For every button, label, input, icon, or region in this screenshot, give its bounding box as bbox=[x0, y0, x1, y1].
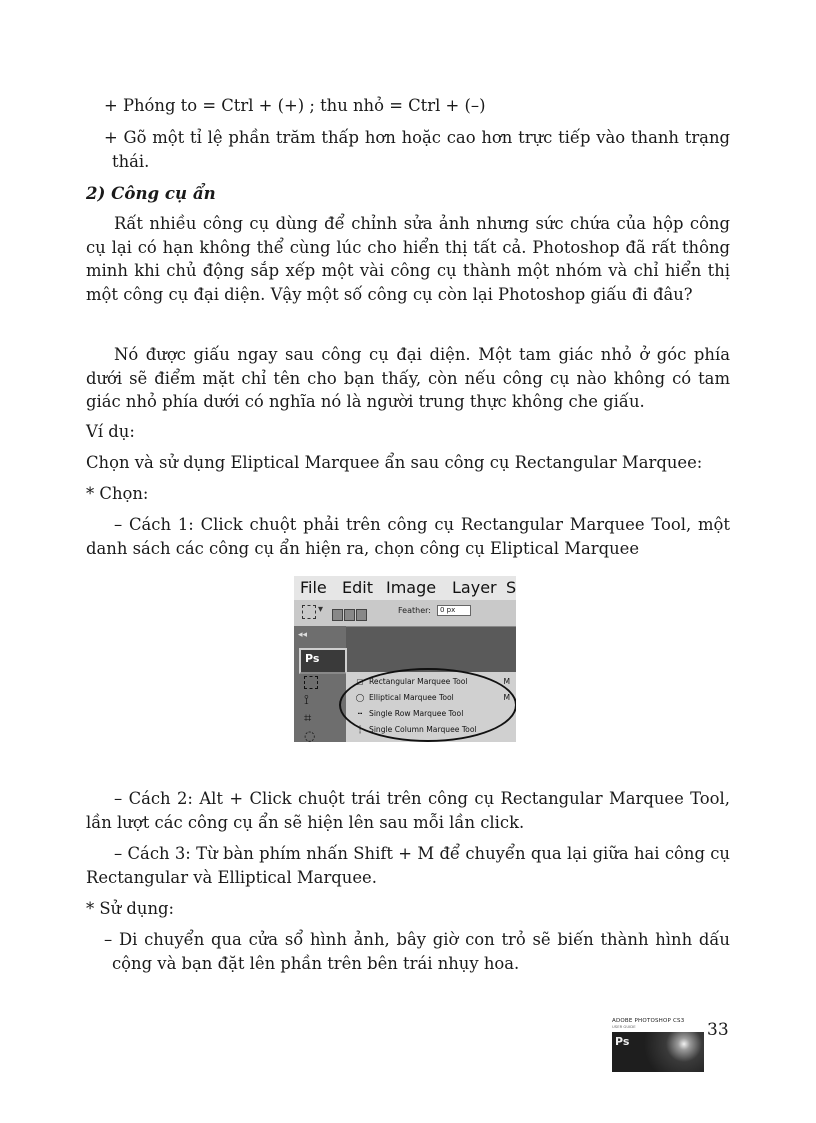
use-label: * Sử dụng: bbox=[86, 899, 175, 918]
tools-panel bbox=[294, 626, 346, 742]
feather-value: 0 px bbox=[437, 605, 471, 616]
collapse-icon: ◂◂ bbox=[298, 630, 308, 640]
crop-tool-icon: ⌗ bbox=[304, 711, 312, 726]
percent-line: + Gõ một tỉ lệ phần trăm thấp hơn hoặc cao hơn trực tiếp vào thanh trạng thái. bbox=[104, 128, 730, 171]
photoshop-screenshot bbox=[294, 576, 516, 742]
menu-layer: Layer bbox=[452, 578, 497, 597]
badge-title: ADOBE PHOTOSHOP CS3 bbox=[612, 1018, 685, 1024]
ellipse-marquee-icon: ◯ bbox=[355, 693, 365, 702]
example-label: Ví dụ: bbox=[86, 422, 135, 441]
menu-file: File bbox=[300, 578, 327, 597]
marquee-tool-icon bbox=[304, 676, 318, 689]
badge-subtitle: USER GUIDE bbox=[612, 1024, 636, 1029]
flyout-item-single-column: ┆ Single Column Marquee Tool bbox=[354, 725, 477, 734]
selection-mode-icons bbox=[332, 606, 378, 618]
flyout-item-rectangular: ▢ Rectangular Marquee Tool bbox=[354, 677, 468, 686]
example-text: Chọn và sử dụng Eliptical Marquee ẩn sau công cụ Rectangular Marquee: bbox=[86, 453, 703, 472]
ps-logo bbox=[299, 648, 347, 674]
badge-image bbox=[612, 1032, 704, 1072]
marquee-preset-icon bbox=[302, 605, 316, 619]
method-1: – Cách 1: Click chuột phải trên công cụ Rectangular Marquee Tool, một danh sách các công cụ ẩn hiện ra, chọn công cụ Eliptical Marquee bbox=[86, 515, 730, 558]
healing-tool-icon: ◌ bbox=[304, 729, 316, 742]
method-2: – Cách 2: Alt + Click chuột trái trên công cụ Rectangular Marquee Tool, lần lượt các công cụ ẩn sẽ hiện lên sau mỗi lần click. bbox=[86, 789, 730, 832]
paragraph-2: Nó được giấu ngay sau công cụ đại diện. Một tam giác nhỏ ở góc phía dưới sẽ điểm mặt chỉ tên cho bạn thấy, còn nếu công cụ nào không có tam giác nhỏ phía dưới có nghĩa nó là người trung thực không che giấu. bbox=[86, 345, 730, 411]
badge-logo: Ps bbox=[615, 1035, 630, 1048]
single-column-icon: ┆ bbox=[357, 725, 363, 734]
flyout-item-elliptical: ◯ Elliptical Marquee Tool bbox=[355, 693, 454, 702]
menu-image: Image bbox=[386, 578, 437, 597]
menu-select: S bbox=[506, 578, 516, 597]
flyout-key: M bbox=[503, 677, 510, 686]
zoom-shortcut-line: + Phóng to = Ctrl + (+) ; thu nhỏ = Ctrl + (–) bbox=[104, 96, 486, 115]
page-number: 33 bbox=[707, 1020, 729, 1040]
method-3: – Cách 3: Từ bàn phím nhấn Shift + M để chuyển qua lại giữa hai công cụ Rectangular và Elliptical Marquee. bbox=[86, 844, 730, 887]
flyout-key: M bbox=[503, 693, 510, 702]
paragraph-1: Rất nhiều công cụ dùng để chỉnh sửa ảnh nhưng sức chứa của hộp công cụ lại có hạn không thể cùng lúc cho hiển thị tất cả. Photoshop đã rất thông minh khi chủ động sắp xếp một vài công cụ thành một nhóm và chỉ hiển thị một công cụ đại diện. Vậy một số công cụ còn lại Photoshop giấu đi đâu? bbox=[86, 214, 730, 304]
rectangle-marquee-icon: ▢ bbox=[356, 677, 364, 686]
options-bar bbox=[294, 600, 516, 627]
feather-label: Feather: bbox=[398, 606, 431, 615]
flyout-item-single-row: ┅ Single Row Marquee Tool bbox=[354, 709, 463, 718]
menu-edit: Edit bbox=[342, 578, 373, 597]
single-row-icon: ┅ bbox=[357, 709, 363, 718]
menu-bar bbox=[294, 576, 516, 600]
ps-logo-text: Ps bbox=[305, 652, 320, 665]
section-heading: 2) Công cụ ẩn bbox=[86, 183, 216, 203]
chevron-down-icon: ▾ bbox=[318, 604, 324, 615]
choose-label: * Chọn: bbox=[86, 484, 149, 503]
series-badge bbox=[612, 1018, 704, 1072]
lasso-tool-icon: ⟟ bbox=[304, 693, 309, 708]
highlight-ellipse bbox=[339, 668, 516, 742]
use-text: – Di chuyển qua cửa sổ hình ảnh, bây giờ con trỏ sẽ biến thành hình dấu cộng và bạn đặt lên phần trên bên trái nhụy hoa. bbox=[104, 930, 730, 973]
